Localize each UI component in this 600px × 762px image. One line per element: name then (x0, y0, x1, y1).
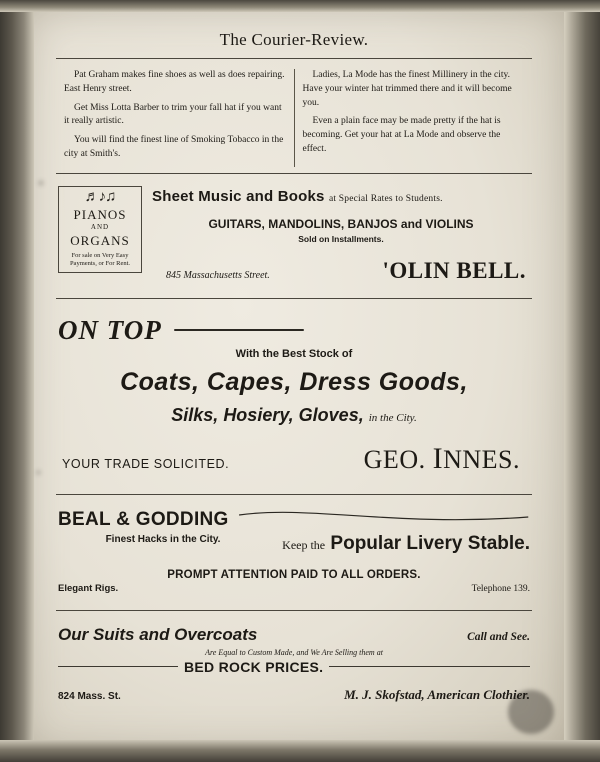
swoosh-ornament-icon (237, 509, 530, 531)
sheet-music-headline (152, 188, 530, 205)
news-item: Get Miss Lotta Barber to trim your fall hat if you want it really artistic. (64, 102, 282, 127)
divider (56, 58, 532, 59)
page-speck (38, 180, 44, 186)
music-flourish-icon: ♬♪♫ (84, 188, 116, 205)
sheet-music-copy (152, 186, 530, 284)
clothier-merchant-name: M. J. Skofstad, American Clothier. (344, 686, 530, 702)
sheet-music-headline-text: Sheet Music and Books (152, 187, 325, 205)
terms-fine-print: For sale on Very Easy Payments, or For Rent. (69, 251, 131, 267)
news-column-right (295, 69, 533, 167)
page-title: The Courier-Review. (219, 30, 369, 49)
elegant-rigs-note: Elegant Rigs. (58, 582, 119, 594)
divider (56, 494, 532, 495)
clothier-headline-row (58, 625, 530, 645)
bedrock-price-row (58, 659, 530, 675)
goods-line-1: Coats, Capes, Dress Goods, (120, 367, 468, 396)
livery-headline-row (58, 509, 530, 531)
news-columns (56, 65, 532, 167)
installments-note: Sold on Installments. (298, 233, 384, 244)
popular-livery-stable (268, 533, 530, 555)
pianos-label: PIANOS (73, 206, 127, 222)
top-page-edge (0, 0, 600, 12)
finest-hacks-note: Finest Hacks in the City. (105, 533, 221, 545)
livery-footer (58, 583, 530, 594)
news-item: You will find the finest line of Smoking Tobacco in the city at Smith's. (64, 135, 284, 159)
in-the-city-note: in the City. (368, 411, 417, 424)
advertisement-livery (56, 501, 532, 604)
advertisement-geo-innes (56, 305, 532, 488)
clothier-footer (58, 687, 530, 703)
and-label: AND (90, 222, 110, 231)
equal-to-custom-note: Are Equal to Custom Made, and We Are Selling them at (205, 647, 383, 657)
telephone-number: Telephone 139. (471, 583, 530, 594)
bedrock-prices: BED ROCK PRICES. (184, 658, 324, 675)
innes-footer (58, 442, 530, 476)
organs-label: ORGANS (70, 232, 130, 248)
clothier-address: 824 Mass. St. (58, 690, 121, 702)
trade-solicited: YOUR TRADE SOLICITED. (62, 456, 230, 471)
bottom-page-edge (0, 740, 600, 762)
stable-label: Popular Livery Stable. (330, 532, 530, 554)
sheet-music-rates: at Special Rates to Students. (328, 193, 443, 204)
innes-initial: I (432, 441, 444, 475)
advertisement-clothier (56, 617, 532, 713)
divider (56, 298, 532, 299)
goods-line-2-text: Silks, Hosiery, Gloves, (171, 404, 364, 425)
livery-firm-name: BEAL & GODDING (58, 508, 229, 530)
ornament-rule-icon (174, 325, 530, 335)
ontop-headline: ON TOP (58, 314, 162, 345)
music-store-name: 'OLIN BELL. (382, 257, 526, 283)
rule-left (58, 666, 178, 667)
ontop-row (58, 315, 530, 346)
news-item: Pat Graham makes fine shoes as well as does repairing. East Henry street. (64, 70, 285, 94)
instruments-list: GUITARS, MANDOLINS, BANJOS and VIOLINS (208, 216, 474, 231)
with-best-stock: With the Best Stock of (235, 347, 353, 360)
prompt-attention-note: PROMPT ATTENTION PAID TO ALL ORDERS. (167, 568, 421, 581)
call-and-see-note: Call and See. (467, 630, 530, 643)
advertisement-sheet-music (56, 180, 532, 292)
news-column-left (56, 69, 295, 167)
divider (56, 610, 532, 611)
rule-right (329, 666, 530, 667)
music-store-address: 845 Massachusetts Street. (166, 269, 270, 281)
page-speck (36, 470, 41, 475)
innes-first-name: GEO. (363, 444, 426, 474)
news-item: Even a plain face may be made pretty if the hat is becoming. Get your hat at La Mode and observe the effect. (302, 116, 501, 154)
divider (56, 173, 532, 174)
pianos-organs-box (58, 186, 142, 273)
left-page-edge (0, 0, 34, 762)
livery-middle-row (58, 533, 530, 555)
goods-line-2 (58, 405, 530, 426)
innes-last-name: NNES. (443, 444, 520, 474)
innes-merchant-name (364, 442, 530, 476)
news-item: Ladies, La Mode has the finest Millinery in the city. Have your winter hat trimmed there and it will become you. (302, 70, 512, 108)
right-page-edge (564, 0, 600, 762)
music-ad-footer (152, 258, 530, 284)
page-content (56, 30, 532, 713)
suits-headline: Our Suits and Overcoats (58, 624, 258, 644)
keep-the-label: Keep the (282, 537, 326, 552)
